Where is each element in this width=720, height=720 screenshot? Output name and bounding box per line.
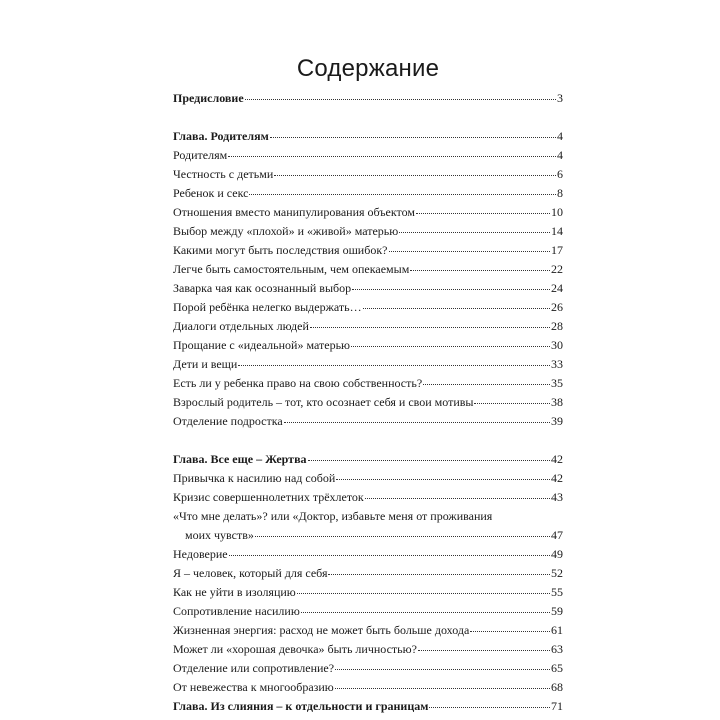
toc-entry[interactable] bbox=[173, 222, 563, 241]
toc-entry-page: 49 bbox=[551, 547, 563, 561]
toc-entry-title: Ребенок и секс bbox=[173, 186, 249, 200]
dot-leader bbox=[410, 270, 550, 271]
toc-chapter-title: Предисловие bbox=[173, 91, 244, 105]
toc-entry-page: 65 bbox=[551, 661, 563, 675]
toc-entry-page: 14 bbox=[551, 224, 563, 238]
toc-entry-title: От невежества к многообразию bbox=[173, 680, 334, 694]
toc-entry[interactable] bbox=[173, 260, 563, 279]
toc-chapter-title: Глава. Все еще – Жертва bbox=[173, 452, 307, 466]
dot-leader bbox=[301, 612, 550, 613]
dot-leader bbox=[474, 403, 550, 404]
toc-entry-title: Порой ребёнка нелегко выдержать… bbox=[173, 300, 362, 314]
toc-entry-page: 33 bbox=[551, 357, 563, 371]
toc-entry[interactable] bbox=[173, 583, 563, 602]
toc-entry-title: Есть ли у ребенка право на свою собственность? bbox=[173, 376, 423, 390]
toc-entry-page: 63 bbox=[551, 642, 563, 656]
toc-entry[interactable] bbox=[173, 336, 563, 355]
toc-entry-page: 47 bbox=[551, 528, 563, 542]
dot-leader bbox=[328, 574, 550, 575]
toc-chapter[interactable] bbox=[173, 127, 563, 146]
toc-entry-page: 3 bbox=[557, 91, 563, 105]
dot-leader bbox=[297, 593, 550, 594]
toc-entry-title: Отделение подростка bbox=[173, 414, 283, 428]
toc-entry-page: 35 bbox=[551, 376, 563, 390]
toc-entry-page: 26 bbox=[551, 300, 563, 314]
toc-entry[interactable] bbox=[173, 545, 563, 564]
toc-entry[interactable] bbox=[173, 659, 563, 678]
page-title: Содержание bbox=[296, 55, 440, 82]
toc-entry-page: 55 bbox=[551, 585, 563, 599]
toc-chapter[interactable] bbox=[173, 697, 563, 716]
toc-entry-title-continued: моих чувств» bbox=[185, 528, 254, 542]
toc-entry[interactable] bbox=[173, 469, 563, 488]
toc-entry-title: Кризис совершеннолетних трёхлеток bbox=[173, 490, 364, 504]
toc-entry[interactable] bbox=[173, 640, 563, 659]
toc-entry-title: Выбор между «плохой» и «живой» матерью bbox=[173, 224, 399, 238]
table-of-contents bbox=[173, 89, 563, 716]
toc-entry[interactable] bbox=[173, 317, 563, 336]
toc-entry-title: Может ли «хорошая девочка» быть личностью? bbox=[173, 642, 417, 656]
toc-entry-page: 8 bbox=[557, 186, 563, 200]
toc-entry-title: Недоверие bbox=[173, 547, 228, 561]
toc-entry-title: Отношения вместо манипулирования объектом bbox=[173, 205, 415, 219]
toc-entry-page: 28 bbox=[551, 319, 563, 333]
toc-entry[interactable] bbox=[173, 355, 563, 374]
toc-entry-title: Как не уйти в изоляцию bbox=[173, 585, 296, 599]
dot-leader bbox=[399, 232, 550, 233]
dot-leader bbox=[284, 422, 550, 423]
toc-entry[interactable] bbox=[173, 203, 563, 222]
toc-entry-page: 6 bbox=[557, 167, 563, 181]
toc-entry-title: Родителям bbox=[173, 148, 228, 162]
toc-entry-title: Честность с детьми bbox=[173, 167, 274, 181]
toc-entry-title: Заварка чая как осознанный выбор bbox=[173, 281, 352, 295]
dot-leader bbox=[335, 688, 550, 689]
toc-entry-title: Диалоги отдельных людей bbox=[173, 319, 309, 333]
toc-entry[interactable] bbox=[173, 374, 563, 393]
toc-entry[interactable] bbox=[173, 412, 563, 431]
dot-leader bbox=[365, 498, 550, 499]
dot-leader bbox=[336, 479, 550, 480]
toc-entry-page: 30 bbox=[551, 338, 563, 352]
toc-entry[interactable] bbox=[173, 279, 563, 298]
dot-leader bbox=[238, 365, 550, 366]
toc-entry-title: Взрослый родитель – тот, кто осознает себя и свои мотивы bbox=[173, 395, 474, 409]
toc-entry-page: 52 bbox=[551, 566, 563, 580]
toc-entry-title: Прощание с «идеальной» матерью bbox=[173, 338, 350, 352]
dot-leader bbox=[352, 289, 550, 290]
toc-entry-page: 24 bbox=[551, 281, 563, 295]
dot-leader bbox=[310, 327, 550, 328]
dot-leader bbox=[308, 460, 550, 461]
dot-leader bbox=[245, 99, 556, 100]
toc-entry[interactable] bbox=[173, 393, 563, 412]
toc-entry-page: 4 bbox=[557, 129, 563, 143]
toc-entry[interactable] bbox=[173, 241, 563, 260]
toc-entry[interactable] bbox=[173, 678, 563, 697]
dot-leader bbox=[389, 251, 551, 252]
toc-entry-title: Я – человек, который для себя bbox=[173, 566, 328, 580]
toc-entry[interactable] bbox=[173, 507, 563, 545]
toc-entry-page: 42 bbox=[551, 471, 563, 485]
toc-chapter[interactable] bbox=[173, 89, 563, 108]
toc-entry-page: 22 bbox=[551, 262, 563, 276]
toc-chapter-title: Глава. Из слияния – к отдельности и границам bbox=[173, 699, 429, 713]
dot-leader bbox=[416, 213, 550, 214]
dot-leader bbox=[363, 308, 550, 309]
toc-entry-page: 38 bbox=[551, 395, 563, 409]
toc-entry-title: Сопротивление насилию bbox=[173, 604, 300, 618]
dot-leader bbox=[470, 631, 550, 632]
toc-entry[interactable] bbox=[173, 165, 563, 184]
toc-entry-page: 71 bbox=[551, 699, 563, 713]
toc-entry[interactable] bbox=[173, 602, 563, 621]
dot-leader bbox=[335, 669, 550, 670]
toc-entry-title: Жизненная энергия: расход не может быть больше дохода bbox=[173, 623, 470, 637]
toc-entry-page: 4 bbox=[557, 148, 563, 162]
toc-entry-title: Отделение или сопротивление? bbox=[173, 661, 335, 675]
dot-leader bbox=[228, 156, 556, 157]
toc-entry-page: 10 bbox=[551, 205, 563, 219]
toc-page bbox=[173, 0, 563, 720]
toc-entry-title: Какими могут быть последствия ошибок? bbox=[173, 243, 388, 257]
dot-leader bbox=[229, 555, 550, 556]
toc-entry[interactable] bbox=[173, 184, 563, 203]
section-gap bbox=[173, 108, 563, 127]
toc-entry[interactable] bbox=[173, 298, 563, 317]
dot-leader bbox=[255, 536, 550, 537]
dot-leader bbox=[249, 194, 556, 195]
dot-leader bbox=[351, 346, 550, 347]
toc-entry[interactable] bbox=[173, 146, 563, 165]
toc-entry-page: 42 bbox=[551, 452, 563, 466]
dot-leader bbox=[423, 384, 550, 385]
toc-entry-title: «Что мне делать»? или «Доктор, избавьте меня от проживания bbox=[173, 509, 493, 523]
dot-leader bbox=[274, 175, 556, 176]
toc-entry-page: 39 bbox=[551, 414, 563, 428]
section-gap bbox=[173, 431, 563, 450]
toc-entry-title: Легче быть самостоятельным, чем опекаемым bbox=[173, 262, 410, 276]
dot-leader bbox=[418, 650, 550, 651]
dot-leader bbox=[270, 137, 556, 138]
toc-entry[interactable] bbox=[173, 621, 563, 640]
toc-entry-page: 59 bbox=[551, 604, 563, 618]
toc-entry[interactable] bbox=[173, 564, 563, 583]
toc-entry-page: 17 bbox=[551, 243, 563, 257]
toc-entry-page: 61 bbox=[551, 623, 563, 637]
toc-entry[interactable] bbox=[173, 488, 563, 507]
toc-entry-title: Привычка к насилию над собой bbox=[173, 471, 336, 485]
toc-chapter-title: Глава. Родителям bbox=[173, 129, 269, 143]
toc-entry-page: 43 bbox=[551, 490, 563, 504]
toc-entry-title: Дети и вещи bbox=[173, 357, 238, 371]
toc-entry-page: 68 bbox=[551, 680, 563, 694]
toc-chapter[interactable] bbox=[173, 450, 563, 469]
dot-leader bbox=[429, 707, 550, 708]
